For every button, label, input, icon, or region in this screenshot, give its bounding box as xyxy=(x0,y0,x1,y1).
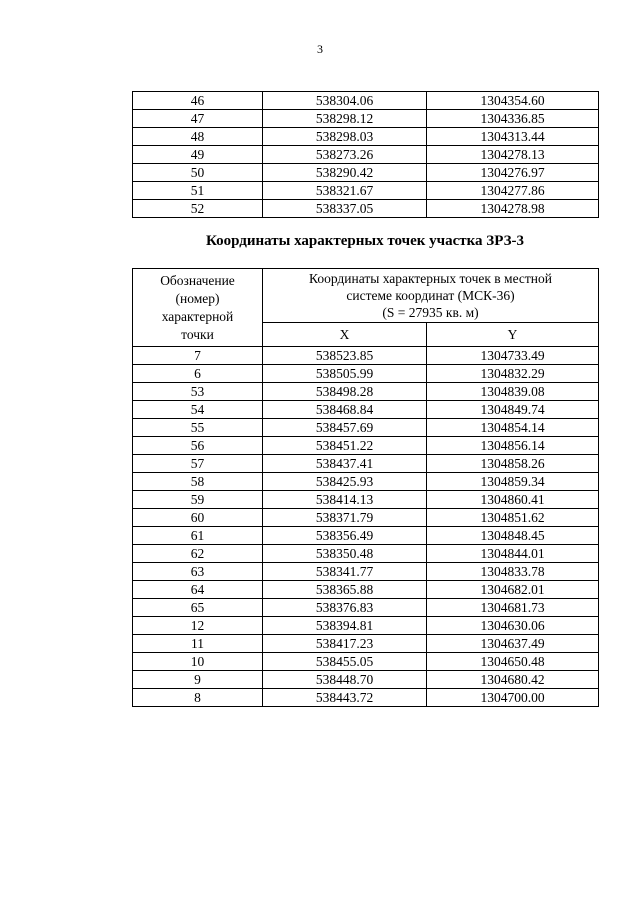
x-coordinate-cell: 538350.48 xyxy=(263,545,427,563)
point-number-cell: 63 xyxy=(133,563,263,581)
point-number-cell: 56 xyxy=(133,437,263,455)
point-number-cell: 11 xyxy=(133,635,263,653)
table-row xyxy=(133,563,599,581)
x-coordinate-cell: 538455.05 xyxy=(263,653,427,671)
point-number-cell: 60 xyxy=(133,509,263,527)
x-column-header: X xyxy=(263,323,427,347)
x-coordinate-cell: 538451.22 xyxy=(263,437,427,455)
table-row xyxy=(133,164,599,182)
x-coordinate-cell: 538498.28 xyxy=(263,383,427,401)
table-row xyxy=(133,581,599,599)
table-row xyxy=(133,653,599,671)
point-number-cell: 53 xyxy=(133,383,263,401)
header-line: характерной xyxy=(161,308,234,324)
table-row xyxy=(133,200,599,218)
point-number-cell: 8 xyxy=(133,689,263,707)
x-coordinate-cell: 538443.72 xyxy=(263,689,427,707)
point-number-cell: 59 xyxy=(133,491,263,509)
x-coordinate-cell: 538337.05 xyxy=(263,200,427,218)
point-number-cell: 48 xyxy=(133,128,263,146)
point-number-cell: 10 xyxy=(133,653,263,671)
coordinates-table-continued xyxy=(132,91,599,218)
table-header-row xyxy=(133,269,599,323)
y-coordinate-cell: 1304682.01 xyxy=(427,581,599,599)
x-coordinate-cell: 538304.06 xyxy=(263,92,427,110)
y-coordinate-cell: 1304833.78 xyxy=(427,563,599,581)
y-coordinate-cell: 1304313.44 xyxy=(427,128,599,146)
x-coordinate-cell: 538290.42 xyxy=(263,164,427,182)
table-row xyxy=(133,401,599,419)
x-coordinate-cell: 538523.85 xyxy=(263,347,427,365)
x-coordinate-cell: 538371.79 xyxy=(263,509,427,527)
table-row xyxy=(133,92,599,110)
header-line: Обозначение xyxy=(160,272,235,288)
table-row xyxy=(133,527,599,545)
point-number-cell: 49 xyxy=(133,146,263,164)
x-coordinate-cell: 538457.69 xyxy=(263,419,427,437)
table-row xyxy=(133,617,599,635)
y-coordinate-cell: 1304858.26 xyxy=(427,455,599,473)
point-label-header xyxy=(133,269,263,347)
x-coordinate-cell: 538394.81 xyxy=(263,617,427,635)
y-column-header: Y xyxy=(427,323,599,347)
x-coordinate-cell: 538437.41 xyxy=(263,455,427,473)
y-coordinate-cell: 1304860.41 xyxy=(427,491,599,509)
table-row xyxy=(133,599,599,617)
point-number-cell: 64 xyxy=(133,581,263,599)
y-coordinate-cell: 1304832.29 xyxy=(427,365,599,383)
y-coordinate-cell: 1304859.34 xyxy=(427,473,599,491)
y-coordinate-cell: 1304276.97 xyxy=(427,164,599,182)
y-coordinate-cell: 1304849.74 xyxy=(427,401,599,419)
table-row xyxy=(133,383,599,401)
table-row xyxy=(133,671,599,689)
header-line: точки xyxy=(181,326,214,342)
y-coordinate-cell: 1304851.62 xyxy=(427,509,599,527)
table-body xyxy=(133,92,599,218)
y-coordinate-cell: 1304278.98 xyxy=(427,200,599,218)
y-coordinate-cell: 1304844.01 xyxy=(427,545,599,563)
table-row xyxy=(133,365,599,383)
x-coordinate-cell: 538321.67 xyxy=(263,182,427,200)
y-coordinate-cell: 1304856.14 xyxy=(427,437,599,455)
point-number-cell: 47 xyxy=(133,110,263,128)
y-coordinate-cell: 1304336.85 xyxy=(427,110,599,128)
header-line: (номер) xyxy=(175,290,220,306)
point-number-cell: 55 xyxy=(133,419,263,437)
table-row xyxy=(133,146,599,164)
y-coordinate-cell: 1304848.45 xyxy=(427,527,599,545)
table-row xyxy=(133,182,599,200)
point-number-cell: 61 xyxy=(133,527,263,545)
point-number-cell: 58 xyxy=(133,473,263,491)
y-coordinate-cell: 1304700.00 xyxy=(427,689,599,707)
point-number-cell: 52 xyxy=(133,200,263,218)
point-number-cell: 7 xyxy=(133,347,263,365)
point-number-cell: 9 xyxy=(133,671,263,689)
x-coordinate-cell: 538505.99 xyxy=(263,365,427,383)
x-coordinate-cell: 538376.83 xyxy=(263,599,427,617)
point-number-cell: 54 xyxy=(133,401,263,419)
y-coordinate-cell: 1304681.73 xyxy=(427,599,599,617)
table-row xyxy=(133,419,599,437)
table-body xyxy=(133,347,599,707)
coordinates-table-zrz-3 xyxy=(132,268,599,707)
x-coordinate-cell: 538448.70 xyxy=(263,671,427,689)
table-row xyxy=(133,128,599,146)
table-row xyxy=(133,473,599,491)
section-title: Координаты характерных точек участка ЗРЗ-3 xyxy=(206,233,524,249)
table-row xyxy=(133,689,599,707)
x-coordinate-cell: 538298.03 xyxy=(263,128,427,146)
y-coordinate-cell: 1304854.14 xyxy=(427,419,599,437)
x-coordinate-cell: 538341.77 xyxy=(263,563,427,581)
y-coordinate-cell: 1304733.49 xyxy=(427,347,599,365)
point-number-cell: 46 xyxy=(133,92,263,110)
point-number-cell: 57 xyxy=(133,455,263,473)
y-coordinate-cell: 1304277.86 xyxy=(427,182,599,200)
coordinates-group-header xyxy=(263,269,599,323)
point-number-cell: 12 xyxy=(133,617,263,635)
y-coordinate-cell: 1304680.42 xyxy=(427,671,599,689)
x-coordinate-cell: 538298.12 xyxy=(263,110,427,128)
point-number-cell: 50 xyxy=(133,164,263,182)
x-coordinate-cell: 538425.93 xyxy=(263,473,427,491)
y-coordinate-cell: 1304650.48 xyxy=(427,653,599,671)
table-row xyxy=(133,455,599,473)
point-number-cell: 62 xyxy=(133,545,263,563)
table-row xyxy=(133,110,599,128)
header-line: системе координат (МСК-36) xyxy=(346,288,515,303)
y-coordinate-cell: 1304637.49 xyxy=(427,635,599,653)
x-coordinate-cell: 538365.88 xyxy=(263,581,427,599)
header-line: Координаты характерных точек в местной xyxy=(309,271,553,286)
x-coordinate-cell: 538414.13 xyxy=(263,491,427,509)
y-coordinate-cell: 1304839.08 xyxy=(427,383,599,401)
table-row xyxy=(133,347,599,365)
page-number: 3 xyxy=(317,42,323,56)
y-coordinate-cell: 1304278.13 xyxy=(427,146,599,164)
y-coordinate-cell: 1304354.60 xyxy=(427,92,599,110)
table-row xyxy=(133,509,599,527)
header-line: (S = 27935 кв. м) xyxy=(382,305,479,320)
point-number-cell: 6 xyxy=(133,365,263,383)
table-row xyxy=(133,437,599,455)
y-coordinate-cell: 1304630.06 xyxy=(427,617,599,635)
point-number-cell: 65 xyxy=(133,599,263,617)
table-row xyxy=(133,491,599,509)
x-coordinate-cell: 538356.49 xyxy=(263,527,427,545)
table-row xyxy=(133,635,599,653)
table-row xyxy=(133,545,599,563)
x-coordinate-cell: 538468.84 xyxy=(263,401,427,419)
x-coordinate-cell: 538417.23 xyxy=(263,635,427,653)
point-number-cell: 51 xyxy=(133,182,263,200)
x-coordinate-cell: 538273.26 xyxy=(263,146,427,164)
